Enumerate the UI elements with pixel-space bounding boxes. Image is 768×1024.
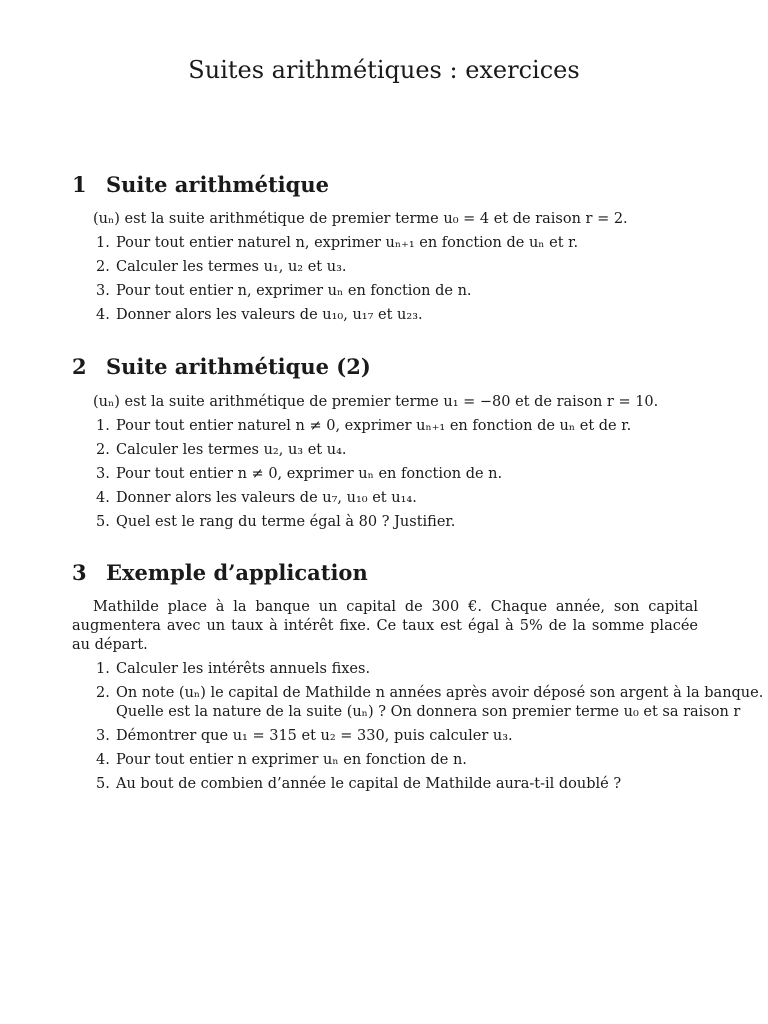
section-intro: Mathilde place à la banque un capital de 300 €. Chaque année, son capital augmentera avec un taux à intérêt fixe. Ce taux est égal à 5% de la somme placée au départ.: [72, 599, 698, 653]
item-text: Calculer les intérêts annuels fixes.: [116, 661, 371, 677]
section-heading: [72, 171, 702, 199]
list-item: [72, 234, 702, 253]
list-item: [72, 660, 702, 679]
item-text: Pour tout entier n exprimer uₙ en fonction de n.: [116, 752, 467, 768]
list-item: [72, 751, 702, 770]
section-number: 3: [72, 560, 87, 585]
item-text-continuation: Quelle est la nature de la suite (uₙ) ? On donnera son premier terme u₀ et sa raison r: [116, 704, 741, 720]
list-item: [72, 417, 702, 436]
list-item: [72, 727, 702, 746]
item-number: 3.: [96, 283, 110, 299]
item-number: 3.: [96, 728, 110, 744]
section-title: Suite arithmétique: [106, 172, 329, 197]
list-item: [72, 489, 702, 508]
item-number: 4.: [96, 752, 110, 768]
item-text: Au bout de combien d’année le capital de Mathilde aura-t-il doublé ?: [116, 776, 622, 792]
list-item: [72, 441, 702, 460]
item-text: Quel est le rang du terme égal à 80 ? Justifier.: [116, 514, 456, 530]
section-heading: [72, 559, 702, 587]
item-text: Donner alors les valeurs de u₇, u₁₀ et u₁₄.: [116, 490, 417, 506]
item-number: 2.: [96, 442, 110, 458]
item-text: Calculer les termes u₁, u₂ et u₃.: [116, 259, 347, 275]
section-number: 2: [72, 354, 87, 379]
item-number: 2.: [96, 685, 110, 701]
list-item: [72, 282, 702, 301]
item-number: 1.: [96, 661, 110, 677]
item-text: Pour tout entier n ≠ 0, exprimer uₙ en fonction de n.: [116, 466, 503, 482]
list-item: [72, 306, 702, 325]
item-text: Calculer les termes u₂, u₃ et u₄.: [116, 442, 347, 458]
list-item: [72, 465, 702, 484]
list-item: [72, 513, 702, 532]
list-item: [72, 775, 702, 794]
item-text: On note (uₙ) le capital de Mathilde n années après avoir déposé son argent à la banque.: [116, 685, 764, 701]
item-number: 1.: [96, 418, 110, 434]
item-number: 4.: [96, 490, 110, 506]
list-item: [72, 258, 702, 277]
section-title: Suite arithmétique (2): [106, 354, 371, 379]
section-heading: [72, 353, 702, 381]
section-intro: (uₙ) est la suite arithmétique de premier terme u₁ = −80 et de raison r = 10.: [93, 394, 659, 410]
section-title: Exemple d’application: [106, 560, 368, 585]
section-1: [72, 171, 702, 325]
item-text: Donner alors les valeurs de u₁₀, u₁₇ et u₂₃.: [116, 307, 423, 323]
item-text: Pour tout entier n, exprimer uₙ en fonction de n.: [116, 283, 472, 299]
item-number: 1.: [96, 235, 110, 251]
section-3: [72, 559, 764, 794]
list-item: [72, 684, 764, 722]
item-text: Pour tout entier naturel n ≠ 0, exprimer uₙ₊₁ en fonction de uₙ et de r.: [116, 418, 632, 434]
item-text: Démontrer que u₁ = 315 et u₂ = 330, puis calculer u₃.: [116, 728, 513, 744]
section-2: [72, 353, 702, 532]
section-intro: (uₙ) est la suite arithmétique de premier terme u₀ = 4 et de raison r = 2.: [93, 211, 628, 227]
section-number: 1: [72, 172, 87, 197]
item-number: 4.: [96, 307, 110, 323]
item-text: Pour tout entier naturel n, exprimer uₙ₊₁ en fonction de uₙ et r.: [116, 235, 579, 251]
item-number: 2.: [96, 259, 110, 275]
item-number: 3.: [96, 466, 110, 482]
document-title: Suites arithmétiques : exercices: [188, 56, 580, 84]
item-number: 5.: [96, 514, 110, 530]
item-number: 5.: [96, 776, 110, 792]
